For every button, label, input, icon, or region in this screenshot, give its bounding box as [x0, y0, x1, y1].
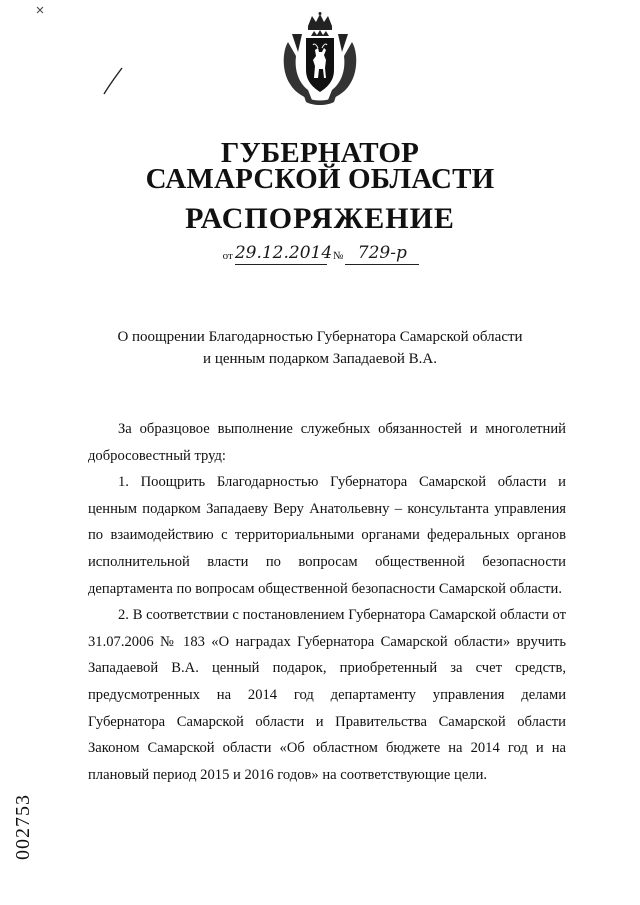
document-subject [60, 326, 580, 370]
document-type-title: РАСПОРЯЖЕНИЕ [185, 202, 455, 235]
subject-line1: О поощрении Благодарностью Губернатора Самарской области [117, 329, 523, 345]
side-registration-number: 002753 [12, 794, 34, 860]
governor-title-line1: ГУБЕРНАТОР [220, 137, 420, 169]
number-value: 729-р [345, 242, 419, 265]
date-label: от [222, 250, 233, 262]
handwritten-slash-mark-icon [102, 66, 124, 96]
scan-mark-icon [36, 6, 44, 14]
document-body [88, 416, 566, 788]
governor-title-line2: САМАРСКОЙ ОБЛАСТИ [145, 163, 495, 195]
number-label: № [332, 250, 344, 262]
samara-coat-of-arms-icon [278, 12, 362, 108]
subject-line2: и ценным подарком Западаевой В.А. [203, 351, 437, 367]
body-item-1: 1. Поощрить Благодарностью Губернатора Самарской области и ценным подарком Западаеву Веру Анатольевну – консультанта управления по взаимодействию с территориальными органами федеральных органов исполнительной власти по вопросам общественной безопасности департамента по вопросам общественной безопасности Самарской области. [88, 474, 566, 597]
registration-line [0, 241, 640, 265]
body-item-2: 2. В соответствии с постановлением Губернатора Самарской области от 31.07.2006 № 183 «О наградах Губернатора Самарской области» вручить Западаевой В.А. ценный подарок, приобретенный за счет средств, предусмотренных на 2014 год департаменту управления делами Губернатора Самарской области и Правительства Самарской области Законом Самарской области «Об областном бюджете на 2014 год и на плановый период 2015 и 2016 годов» на соответствующие цели. [88, 607, 566, 783]
date-value: 29.12.2014 [234, 243, 333, 263]
body-intro: За образцовое выполнение служебных обязанностей и многолетний добросовестный труд: [88, 421, 566, 464]
